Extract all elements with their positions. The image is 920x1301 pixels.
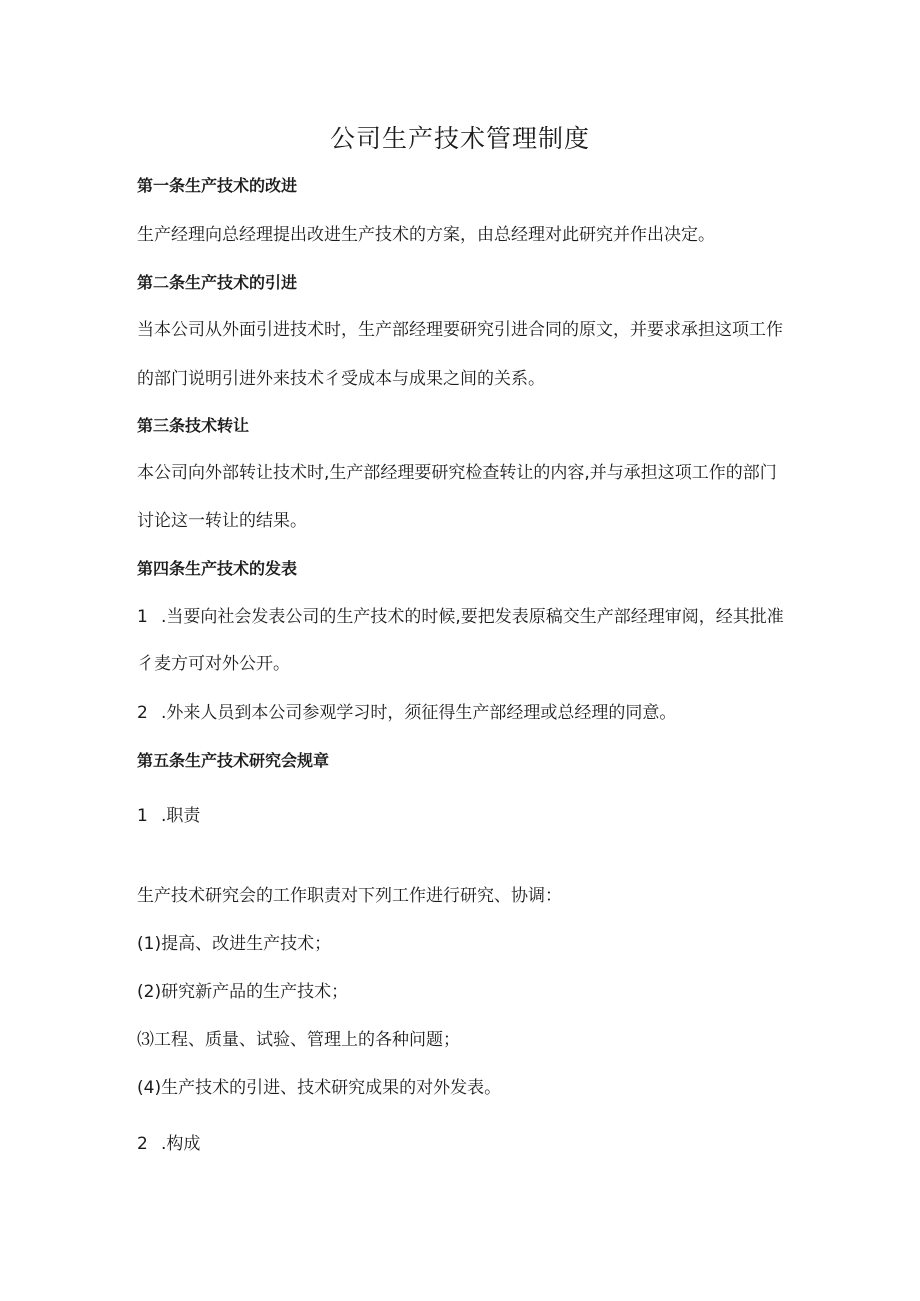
article4-item2-text: .外来人员到本公司参观学习时，须征得生产部经理或总经理的同意。	[161, 703, 677, 723]
article5-heading: 第五条生产技术研究会规章	[137, 751, 330, 770]
article4-item1-line1	[137, 606, 784, 628]
article3-body-line2: 讨论这一转让的结果。	[137, 511, 307, 531]
article5-sub1-number: 1	[137, 806, 148, 826]
article5-sub1-label: .职责	[161, 806, 201, 826]
article4-item1-number: 1	[137, 607, 148, 627]
article2-body-line1: 当本公司从外面引进技术时，生产部经理要研究引进合同的原文，并要求承担这项工作	[137, 320, 783, 340]
article5-duty2: (2)研究新产品的生产技术；	[137, 982, 349, 1002]
article3-body-line1: 本公司向外部转让技术时,生产部经理要研究检查转让的内容,并与承担这项工作的部门	[137, 463, 777, 483]
article1-body: 生产经理向总经理提出改进生产技术的方案，由总经理对此研究并作出决定。	[137, 225, 715, 245]
article1-heading: 第一条生产技术的改进	[137, 176, 298, 195]
article5-duty3: ⑶工程、质量、试验、管理上的各种问题；	[137, 1030, 460, 1050]
article2-heading: 第二条生产技术的引进	[137, 273, 298, 292]
article4-item1-line2: 彳麦方可对外公开。	[137, 654, 290, 674]
article4-item2	[137, 702, 676, 724]
article5-duties-intro: 生产技术研究会的工作职责对下列工作进行研究、协调：	[137, 886, 562, 906]
article5-sub2-label: .构成	[161, 1134, 201, 1154]
article5-duty1: (1)提高、改进生产技术；	[137, 934, 332, 954]
article5-duty4: (4)生产技术的引进、技术研究成果的对外发表。	[137, 1078, 502, 1098]
article4-item2-number: 2	[137, 703, 148, 723]
document-title: 公司生产技术管理制度	[329, 124, 590, 153]
article5-sub2-number: 2	[137, 1134, 148, 1154]
article5-sub1	[137, 805, 200, 827]
article2-body-line2: 的部门说明引进外来技术彳受成本与成果之间的关系。	[137, 369, 545, 389]
article3-heading: 第三条技术转让	[137, 416, 250, 435]
article4-item1-text: .当要向社会发表公司的生产技术的时候,要把发表原稿交生产部经理审阅，经其批准	[161, 607, 784, 627]
article5-sub2	[137, 1133, 200, 1155]
article4-heading: 第四条生产技术的发表	[137, 559, 298, 578]
